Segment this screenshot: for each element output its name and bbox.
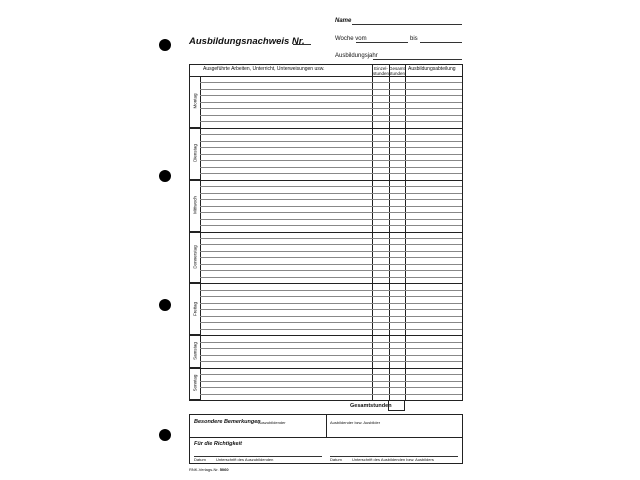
day-label-freitag	[190, 283, 200, 335]
entry-row-line[interactable]	[200, 173, 462, 174]
weekly-report-table	[189, 64, 463, 401]
header-divider	[190, 76, 462, 77]
entry-row-line[interactable]	[200, 387, 462, 388]
date-label-trainee: Datum	[194, 457, 206, 462]
day-label-montag	[190, 76, 200, 128]
entry-row-line[interactable]	[200, 102, 462, 103]
week-from-label: Woche vom	[335, 36, 367, 42]
entry-row-line[interactable]	[200, 270, 462, 271]
entry-row-line[interactable]	[200, 147, 462, 148]
day-name: Mittwoch	[192, 196, 198, 214]
entry-row-line[interactable]	[200, 355, 462, 356]
day-name: Samstag	[192, 341, 198, 360]
publisher-label: RNK-Verlags-Nr.	[189, 467, 219, 472]
day-separator	[190, 128, 462, 129]
day-separator	[190, 335, 462, 336]
publisher-number	[189, 467, 229, 472]
total-hours-box[interactable]	[388, 400, 405, 411]
entry-row-line[interactable]	[200, 303, 462, 304]
entry-row-line[interactable]	[200, 264, 462, 265]
single-hours-header: Einzel- stunden	[373, 66, 390, 76]
week-from-line[interactable]	[356, 42, 408, 43]
publisher-number-value: 5060	[219, 467, 229, 472]
remarks-title: Besondere Bemerkungen	[194, 419, 261, 425]
entry-row-line[interactable]	[200, 225, 462, 226]
remarks-divider-horizontal	[190, 437, 462, 438]
day-label-mittwoch	[190, 180, 200, 232]
punch-hole-3	[159, 299, 171, 311]
day-name: Freitag	[192, 301, 198, 316]
day-separator	[190, 180, 462, 181]
entry-row-line[interactable]	[200, 108, 462, 109]
day-label-sonntag	[190, 368, 200, 400]
total-hours-header: Gesamt- stunden	[389, 66, 407, 76]
entry-row-line[interactable]	[200, 167, 462, 168]
remarks-box	[189, 414, 463, 464]
entry-row-line[interactable]	[200, 206, 462, 207]
entry-row-line[interactable]	[200, 160, 462, 161]
entry-row-line[interactable]	[200, 238, 462, 239]
day-name: Donnerstag	[192, 245, 198, 269]
day-name: Montag	[192, 93, 198, 109]
day-name: Dienstag	[192, 144, 198, 163]
entry-row-line[interactable]	[200, 121, 462, 122]
name-line[interactable]	[352, 24, 462, 25]
tasks-column-header: Ausgeführte Arbeiten, Unterricht, Unterweisungen usw.	[203, 66, 325, 72]
total-hours-label: Gesamtstunden	[350, 403, 392, 409]
remarks-divider-vertical	[326, 415, 327, 437]
entry-row-line[interactable]	[200, 199, 462, 200]
entry-row-line[interactable]	[200, 296, 462, 297]
entry-row-line[interactable]	[200, 329, 462, 330]
remarks-trainer-label: Ausbildender bzw. Ausbilder	[330, 420, 381, 425]
day-separator	[190, 232, 462, 233]
entry-row-line[interactable]	[200, 115, 462, 116]
entry-row-line[interactable]	[200, 374, 462, 375]
entry-row-line[interactable]	[200, 309, 462, 310]
signature-trainee-label: Unterschrift des Auszubildenden	[216, 457, 274, 462]
entry-row-line[interactable]	[200, 141, 462, 142]
entry-row-line[interactable]	[200, 154, 462, 155]
entry-row-line[interactable]	[200, 342, 462, 343]
punch-hole-4	[159, 429, 171, 441]
entry-row-line[interactable]	[200, 361, 462, 362]
entry-row-line[interactable]	[200, 82, 462, 83]
name-label: Name	[335, 18, 352, 24]
department-header: Ausbildungsabteilung	[408, 66, 456, 72]
entry-row-line[interactable]	[200, 394, 462, 395]
day-separator	[190, 283, 462, 284]
day-separator	[190, 368, 462, 369]
day-label-dienstag	[190, 128, 200, 180]
entry-row-line[interactable]	[200, 316, 462, 317]
entry-row-line[interactable]	[200, 322, 462, 323]
number-line[interactable]	[293, 44, 311, 45]
entry-row-line[interactable]	[200, 348, 462, 349]
entry-row-line[interactable]	[200, 95, 462, 96]
year-label: Ausbildungsjahr	[335, 53, 378, 59]
week-to-label: bis	[410, 36, 418, 42]
page-title: Ausbildungsnachweis Nr.	[189, 36, 305, 47]
entry-row-line[interactable]	[200, 186, 462, 187]
punch-hole-1	[159, 39, 171, 51]
entry-row-line[interactable]	[200, 257, 462, 258]
entry-row-line[interactable]	[200, 244, 462, 245]
day-label-samstag	[190, 335, 200, 367]
entry-row-line[interactable]	[200, 290, 462, 291]
entry-row-line[interactable]	[200, 212, 462, 213]
punch-hole-2	[159, 170, 171, 182]
entry-row-line[interactable]	[200, 193, 462, 194]
entry-row-line[interactable]	[200, 219, 462, 220]
day-label-donnerstag	[190, 232, 200, 284]
entry-row-line[interactable]	[200, 277, 462, 278]
entry-row-line[interactable]	[200, 251, 462, 252]
day-name: Sonntag	[192, 374, 198, 392]
remarks-trainee-label: Auszubildender	[258, 420, 286, 425]
week-to-line[interactable]	[420, 42, 462, 43]
entry-row-line[interactable]	[200, 89, 462, 90]
correctness-title: Für die Richtigkeit	[194, 441, 242, 447]
entry-row-line[interactable]	[200, 381, 462, 382]
entry-row-line[interactable]	[200, 134, 462, 135]
year-line[interactable]	[373, 59, 462, 60]
signature-trainer-label: Unterschrift des Ausbildenden bzw. Ausbilders	[352, 457, 434, 462]
date-label-trainer: Datum	[330, 457, 342, 462]
